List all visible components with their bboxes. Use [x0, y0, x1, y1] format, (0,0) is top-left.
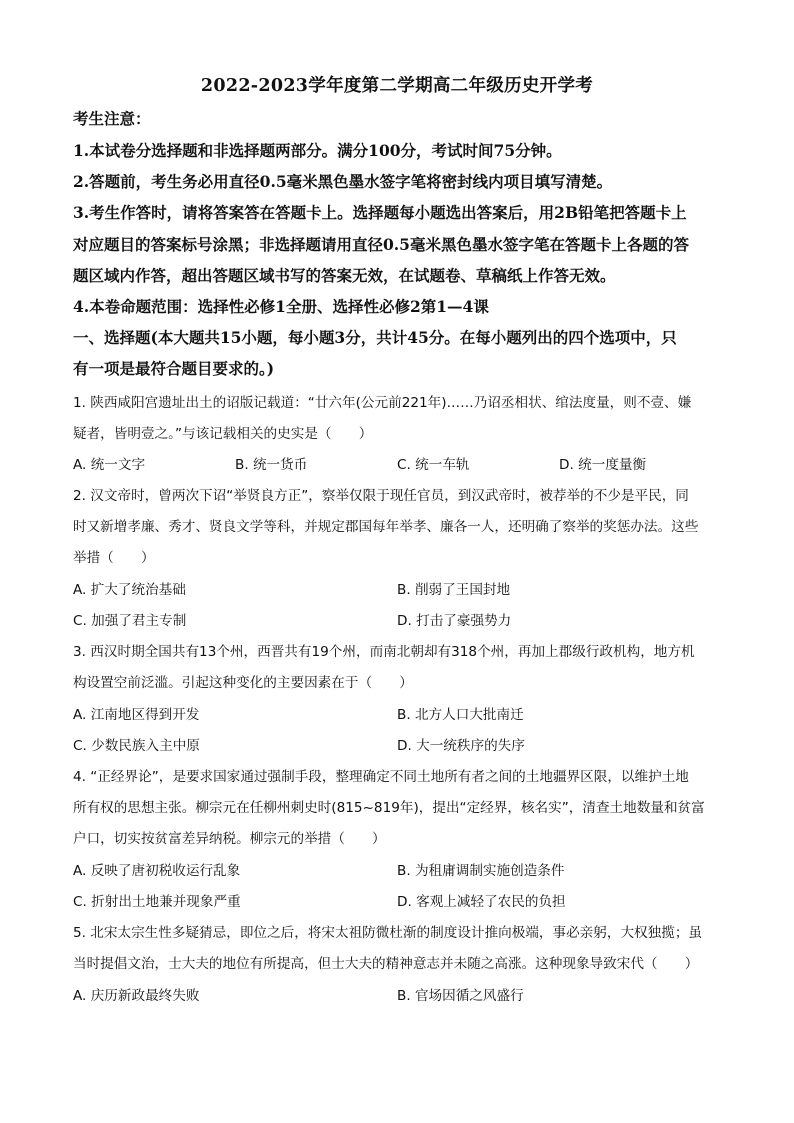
- question-text: 2. 汉文帝时，曾两次下诏“举贤良方正”，察举仅限于现任官员，到汉武帝时，被荐举的不少是平民，同: [73, 488, 689, 504]
- option-d: D. 大一统秩序的失序: [397, 738, 525, 754]
- notice-item: 对应题目的答案标号涂黑；非选择题请用直径0.5毫米黑色墨水签字笔在答题卡上各题的答: [73, 235, 689, 254]
- question-text: 3. 西汉时期全国共有13个州，西晋共有19个州，而南北朝却有318个州，再加上郡级行政机构，地方机: [73, 644, 695, 660]
- option-a: A. 扩大了统治基础: [73, 582, 186, 598]
- option-a: A. 庆历新政最终失败: [73, 988, 200, 1004]
- notice-item: 1.本试卷分选择题和非选择题两部分。满分100分，考试时间75分钟。: [73, 141, 562, 160]
- option-b: B. 官场因循之风盛行: [397, 988, 524, 1004]
- question-text: 1. 陕西咸阳宫遗址出土的诏版记载道：“廿六年(公元前221年)……乃诏丞相状、绾法度量，则不壹、嫌: [73, 395, 692, 411]
- question-text: 构设置空前泛滥。引起这种变化的主要因素在于（ ）: [73, 675, 413, 691]
- option-d: D. 打击了豪强势力: [397, 613, 512, 629]
- question-text: 4. “正经界论”，是要求国家通过强制手段，整理确定不同土地所有者之间的土地疆界区限，以维护土地: [73, 769, 689, 785]
- question-text: 疑者，皆明壹之。”与该记载相关的史实是（ ）: [73, 426, 373, 442]
- option-b: B. 北方人口大批南迁: [397, 707, 524, 723]
- question-text: 5. 北宋太宗生性多疑猜忌，即位之后，将宋太祖防微杜渐的制度设计推向极端，事必亲躬，大权独揽；虽: [73, 925, 703, 941]
- question-text: 举措（ ）: [73, 550, 155, 566]
- question-text: 户口，切实按贫富差异纳税。柳宗元的举措（ ）: [73, 831, 386, 847]
- option-c: C. 折射出土地兼并现象严重: [73, 894, 241, 910]
- option-d: D. 统一度量衡: [559, 457, 647, 473]
- option-a: A. 江南地区得到开发: [73, 707, 200, 723]
- option-b: B. 削弱了王国封地: [397, 582, 511, 598]
- question-text: 时又新增孝廉、秀才、贤良文学等科，并规定郡国每年举孝、廉各一人，还明确了察举的奖惩办法。这些: [73, 519, 699, 535]
- notice-item: 题区域内作答，超出答题区域书写的答案无效，在试题卷、草稿纸上作答无效。: [73, 266, 616, 285]
- option-a: A. 统一文字: [73, 457, 146, 473]
- page-title: 2022-2023学年度第二学期高二年级历史开学考: [200, 76, 594, 96]
- section-heading: 一、选择题(本大题共15小题，每小题3分，共计45分。在每小题列出的四个选项中，只: [73, 328, 677, 347]
- option-c: C. 统一车轨: [397, 457, 470, 473]
- question-text: 所有权的思想主张。柳宗元在任柳州刺史时(815~819年)，提出“定经界，核名实”，清查土地数量和贫富: [73, 800, 705, 816]
- option-d: D. 客观上减轻了农民的负担: [397, 894, 566, 910]
- question-text: 当时提倡文治，士大夫的地位有所提高，但士大夫的精神意志并未随之高涨。这种现象导致宋代（ ）: [73, 956, 699, 972]
- option-c: C. 少数民族入主中原: [73, 738, 200, 754]
- option-a: A. 反映了唐初税收运行乱象: [73, 863, 241, 879]
- notice-item: 4.本卷命题范围：选择性必修1全册、选择性必修2第1—4课: [73, 297, 489, 316]
- option-c: C. 加强了君主专制: [73, 613, 187, 629]
- notice-item: 3.考生作答时，请将答案答在答题卡上。选择题每小题选出答案后，用2B铅笔把答题卡上: [73, 203, 687, 222]
- option-b: B. 统一货币: [235, 457, 308, 473]
- option-b: B. 为租庸调制实施创造条件: [397, 863, 565, 879]
- notice-item: 2.答题前，考生务必用直径0.5毫米黑色墨水签字笔将密封线内项目填写清楚。: [73, 172, 613, 191]
- section-heading: 有一项是最符合题目要求的。): [73, 359, 275, 378]
- notice-heading: 考生注意：: [73, 109, 151, 128]
